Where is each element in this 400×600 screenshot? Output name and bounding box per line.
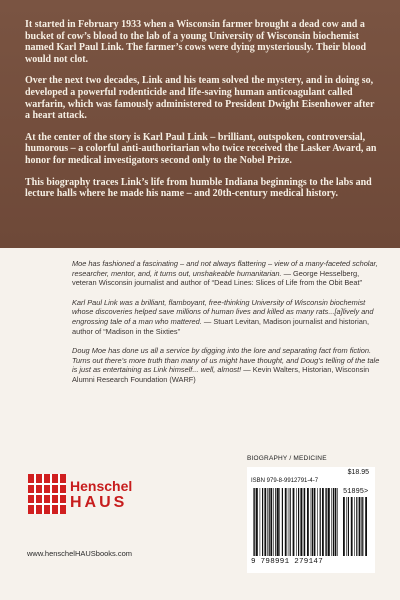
review-attribution: — Kevin Walters, Historian, Wisconsin Alumni Research Foundation (WARF) xyxy=(72,365,370,384)
isbn-label: ISBN 979-8-9912791-4-7 xyxy=(251,478,319,484)
review-quote: Moe has fashioned a fascinating – and not always flattering – view of a many-faceted scholar, researcher, mentor, and, it turns out, unshakeable humanitarian. xyxy=(72,259,378,278)
price-label: $18.95 xyxy=(347,469,369,476)
synopsis xyxy=(25,19,380,210)
synopsis-paragraph: It started in February 1933 when a Wisconsin farmer brought a dead cow and a bucket of cow’s blood to the lab of a young University of Wisconsin biochemist named Karl Paul Link. The farmer’s cows were dying mysteriously. Their blood would not clot. xyxy=(25,19,367,65)
addon-barcode-icon xyxy=(343,497,369,556)
reviews xyxy=(72,259,382,395)
review-quote: Doug Moe has done us all a service by digging into the lore and separating fact from fiction. Turns out there’s more truth than many of us might have thought, and Doug’s telling of the tale is just as entertaining as Link himself... well, almost! xyxy=(72,346,380,375)
review-attribution: — Stuart Levitan, Madison journalist and historian, author of “Madison in the Sixties” xyxy=(72,316,370,336)
ean-number: 9 798991 279147 xyxy=(251,558,324,566)
synopsis-paragraph: Over the next two decades, Link and his team solved the mystery, and in doing so, developed a powerful rodenticide and life-saving human anticoagulant called warfarin, which was famously administered to President Dwight Eisenhower after a heart attack. xyxy=(25,75,375,122)
logo-name-top: Henschel xyxy=(70,478,133,494)
price-addon: 51895> xyxy=(343,488,369,496)
review-quote: Karl Paul Link was a brilliant, flamboyant, free-thinking University of Wisconsin biochemist whose discoveries helped save millions of human lives and killed as many rats...[a]lively and engrossing tale of a man who mattered. xyxy=(72,297,374,326)
logo-name-bottom: HAUS xyxy=(70,494,128,511)
review-blurb xyxy=(72,259,382,288)
synopsis-paragraph: At the center of the story is Karl Paul Link – brilliant, outspoken, controversial, humorous – a colorful anti-authoritarian who twice received the Lasker Award, an honor for medical investigators second only to the Nobel Prize. xyxy=(25,131,377,166)
publisher-website: www.henschelHAUSbooks.com xyxy=(27,549,133,558)
logo-grid-icon xyxy=(28,474,66,514)
publisher-logo xyxy=(28,474,143,548)
review-attribution: — George Hesselberg, veteran Wisconsin journalist and author of “Dead Lines: Slices of Life from the Obit Beat” xyxy=(72,268,363,288)
review-blurb xyxy=(72,346,382,384)
barcode-icon xyxy=(253,488,339,556)
book-category: BIOGRAPHY / MEDICINE xyxy=(247,455,327,462)
synopsis-paragraph: This biography traces Link’s life from humble Indiana beginnings to the labs and lecture halls where he made his name – and 20th-century medical history. xyxy=(25,176,372,200)
barcode-box xyxy=(247,467,375,573)
review-blurb xyxy=(72,298,382,336)
barcode-area xyxy=(247,455,375,575)
